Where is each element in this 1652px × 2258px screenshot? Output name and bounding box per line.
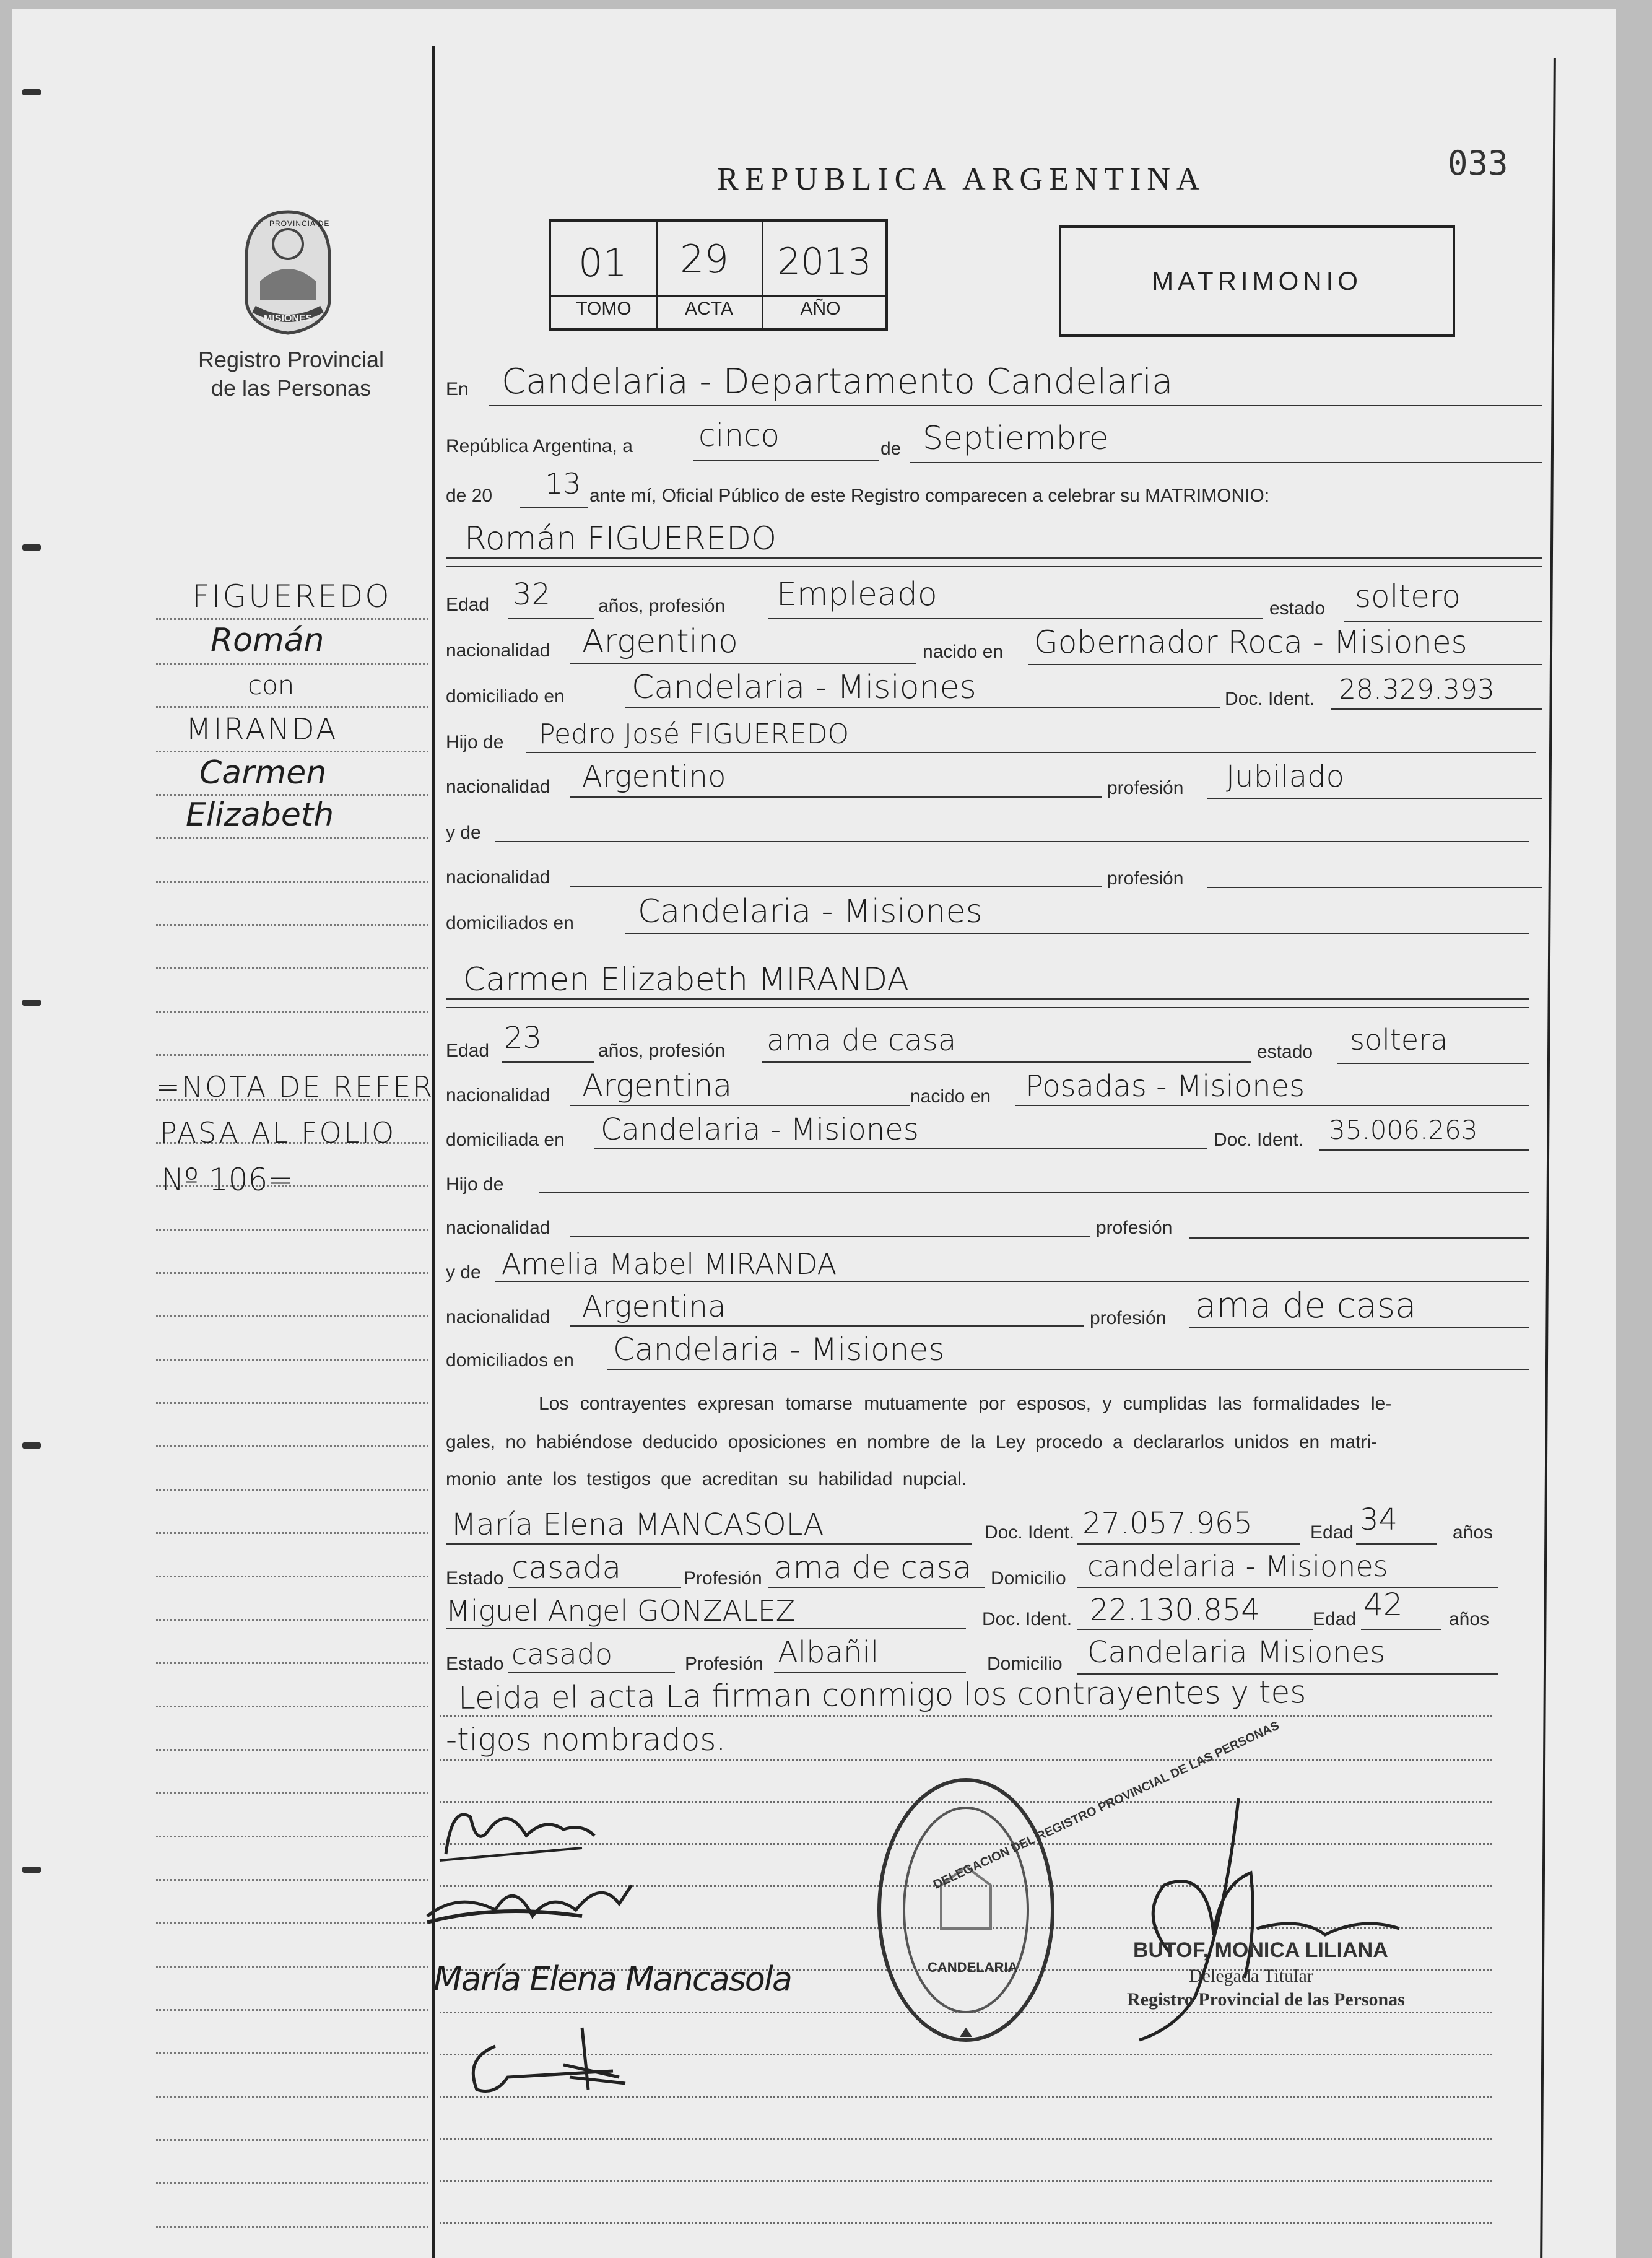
margin-name: Román — [211, 622, 324, 659]
bride-domicile: Candelaria - Misiones — [601, 1112, 919, 1147]
tomo-label: TOMO — [576, 299, 632, 319]
bride-nationality: Argentina — [582, 1068, 733, 1104]
place: Candelaria - Departamento Candelaria — [502, 362, 1173, 402]
signature-bride-icon — [421, 1867, 644, 1953]
witness1-status: casada — [511, 1550, 622, 1585]
tomo-value: 01 — [578, 240, 627, 286]
bride-parents-domicile: Candelaria - Misiones — [613, 1332, 945, 1367]
declaration-line: monio ante los testigos que acreditan su habilidad nupcial. — [446, 1469, 967, 1489]
official-title: Delegada Titular — [1189, 1966, 1313, 1986]
year-suffix: 13 — [545, 467, 581, 500]
record-type-box — [1059, 225, 1455, 337]
registry-name-line2: de las Personas — [211, 375, 372, 401]
punch-mark — [22, 1000, 41, 1006]
stamp-center-text: CANDELARIA — [928, 1959, 1018, 1975]
groom-profession: Empleado — [776, 576, 937, 613]
groom-name: Román FIGUEREDO — [464, 520, 777, 557]
groom-father-profession: Jubilado — [1226, 759, 1344, 794]
margin-name: con — [248, 670, 295, 700]
margin-name: MIRANDA — [186, 712, 338, 747]
ano-value: 2013 — [777, 240, 872, 284]
groom-nationality: Argentino — [582, 623, 738, 660]
margin-name: Elizabeth — [186, 796, 334, 834]
witness2-doc: 22.130.854 — [1090, 1593, 1260, 1628]
bride-name: Carmen Elizabeth MIRANDA — [463, 961, 909, 998]
bride-age: 23 — [504, 1021, 542, 1055]
groom-father: Pedro José FIGUEREDO — [539, 718, 850, 750]
signature-witness1: María Elena Mancasola — [433, 1959, 791, 1999]
witness2-profession: Albañil — [778, 1635, 879, 1670]
groom-age: 32 — [513, 577, 551, 612]
witness1-doc: 27.057.965 — [1082, 1506, 1253, 1541]
margin-name: FIGUEREDO — [192, 578, 391, 614]
country-title: REPUBLICA ARGENTINA — [717, 162, 1206, 197]
form-right-border — [1540, 58, 1556, 2258]
punch-mark — [22, 1867, 41, 1873]
signature-groom-icon — [433, 1792, 619, 1867]
groom-status: soltero — [1355, 578, 1461, 614]
witness2-name: Miguel Angel GONZALEZ — [446, 1594, 796, 1628]
witness2-age: 42 — [1363, 1587, 1403, 1623]
witness1-age: 34 — [1360, 1502, 1398, 1537]
bride-doc: 35.006.263 — [1329, 1115, 1478, 1145]
bride-birthplace: Posadas - Misiones — [1025, 1069, 1305, 1104]
witness1-profession: ama de casa — [774, 1550, 972, 1585]
month: Septiembre — [923, 420, 1109, 457]
document-page: REPUBLICA ARGENTINA 033 PROVINCIA DE MISIONES Registro Provincial de las Personas 01 29 2013 TOMO ACTA AÑO MATRIMONIO FIGUEREDO Román con MIRANDA Carmen Elizabeth =NOTA DE REFER PASA AL FOLIO Nº 106= En Candelaria - Departamento Candelaria República Argentina, a cinco de Septiembre de 20 13 ante mí, Oficial Público de este Registro comparecen a celebrar su MATRIMONIO: Román FIGUEREDO Edad 32 años, profesión Empleado estado soltero nacionalidad Argentino nacido en Gobernador Roca - Misiones domiciliado en Candelaria - Misiones Doc. Ident. 28.329.393 Hijo de Pedro José FIGUEREDO nacionalidad Argentino profesión Jubilado y de nacionalidad profesión domiciliados en Candelaria - Misiones Carmen Elizabeth MIRANDA Edad 23 años, profesión ama de casa estado soltera nacionalidad Argentina nacido en Posadas - Misiones domiciliada en Candelaria - Misiones Doc. Ident. 35.006.263 Hijo de nacionalidad profesión y de Amelia Mabel MIRANDA nacionalidad Argentina profesión ama de casa domiciliados en Candelaria - Misiones Los contrayentes expresan tomarse mutuamente por esposos, y cumplidas las formalidades le- gales, no habiéndose deducido oposiciones en nombre de la Ley procedo a declararlos unidos en matri- monio ante los testigos que acreditan su habilidad nupcial. María Elena MANCASOLA Doc. Ident. 27.057.965 Edad 34 años Estado casada Profesión ama de casa Domicilio candelaria - Misiones Miguel Angel GONZALEZ Doc. Ident. 22.130.854 Edad 42 años Estado casado Profesión Albañil Domicilio Candelaria Misiones Leida el acta La firman conmigo los contrayentes y tes -tigos nombrados. María Elena Mancasola DELEGACION DEL REGISTRO PROVINCIAL DE LAS PERSONAS CANDELARIA BUTOF, MONICA LILIANA Delegada Titular Registro Provincial de las Personas — [12, 9, 1616, 2258]
province-seal-icon: PROVINCIA DE MISIONES — [235, 207, 341, 337]
bride-status: soltera — [1350, 1023, 1448, 1057]
closing-line: Leida el acta La firman conmigo los contrayentes y tes — [458, 1674, 1306, 1716]
groom-birthplace: Gobernador Roca - Misiones — [1034, 624, 1467, 660]
punch-mark — [22, 544, 41, 551]
bride-profession: ama de casa — [767, 1023, 957, 1058]
witness1-name: María Elena MANCASOLA — [451, 1507, 824, 1542]
registry-name-line1: Registro Provincial — [198, 347, 385, 372]
record-type: MATRIMONIO — [1152, 266, 1362, 295]
declaration-line: Los contrayentes expresan tomarse mutuamente por esposos, y cumplidas las formalidades le- — [539, 1393, 1392, 1414]
witness1-domicile: candelaria - Misiones — [1087, 1550, 1388, 1583]
ano-label: AÑO — [800, 299, 841, 319]
official-name: BUTOF, MONICA LILIANA — [1133, 1938, 1388, 1962]
stamp-ring-text: DELEGACION DEL REGISTRO PROVINCIAL DE LAS PERSONAS — [931, 1719, 1282, 1892]
signature-witness2-icon — [458, 2021, 644, 2108]
acta-value: 29 — [680, 237, 729, 282]
margin-note: =NOTA DE REFER — [156, 1070, 435, 1104]
witness2-domicile: Candelaria Misiones — [1087, 1635, 1386, 1670]
bride-mother-nationality: Argentina — [582, 1289, 726, 1324]
groom-father-nationality: Argentino — [582, 759, 726, 794]
groom-doc: 28.329.393 — [1339, 674, 1495, 705]
witness2-status: casado — [511, 1637, 612, 1671]
folio-number: 033 — [1448, 144, 1508, 183]
margin-name: Carmen — [199, 754, 327, 791]
declaration-line: gales, no habiéndose deducido oposiciones en nombre de la Ley procedo a declararlos unidos en matri- — [446, 1432, 1378, 1452]
official-office: Registro Provincial de las Personas — [1127, 1989, 1405, 2010]
groom-domicile: Candelaria - Misiones — [632, 669, 976, 706]
margin-note: Nº 106= — [161, 1162, 294, 1198]
closing-line: -tigos nombrados. — [446, 1722, 726, 1758]
bride-mother-profession: ama de casa — [1195, 1286, 1417, 1326]
groom-parents-domicile: Candelaria - Misiones — [638, 893, 983, 930]
acta-label: ACTA — [685, 299, 733, 319]
punch-mark — [22, 89, 41, 95]
punch-mark — [22, 1442, 41, 1449]
signature-official-icon — [1102, 1792, 1424, 2052]
margin-note: PASA AL FOLIO — [160, 1116, 396, 1149]
record-number-box — [549, 219, 888, 331]
bride-mother: Amelia Mabel MIRANDA — [502, 1247, 837, 1281]
day: cinco — [698, 417, 780, 453]
